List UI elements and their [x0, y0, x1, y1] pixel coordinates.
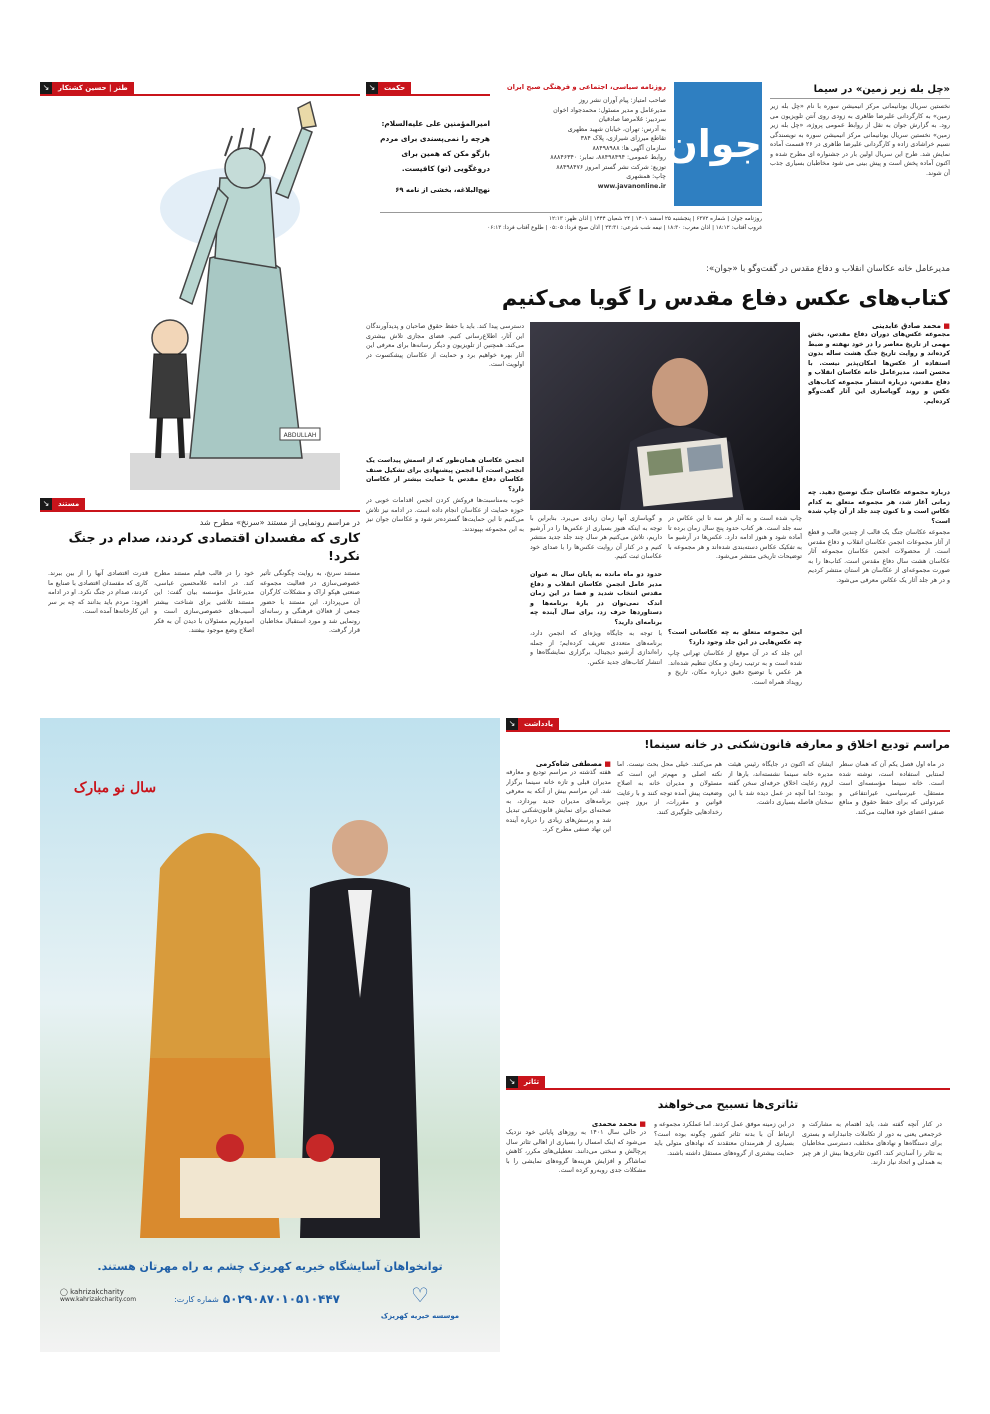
note-body-4: در ماه اول فصل یکم آن که همان سطر لمنتابی استفاده است، نوشته شده است. خانه سینما مؤسسه‌ای است مستقل، غیرسیاسی، غیرانتفاعی و غیردولتی که برای حفظ حقوق و منافع صنفی اعضای خود فعالیت می‌کند. — [839, 761, 944, 816]
charity-logo-icon: ♡ — [411, 1283, 429, 1307]
main-col-4 — [366, 322, 524, 710]
theater-headline: تئاتری‌ها تسبیح می‌خواهند — [657, 1098, 799, 1111]
cinema-box-title: «چل بله زیر زمین» در سیما — [770, 82, 950, 99]
main-article-header — [366, 262, 950, 322]
main-kicker: مدیرعامل خانه عکاسان انقلاب و دفاع مقدس در گفت‌وگو با «جوان»: — [706, 264, 950, 274]
issue-line-2: غروب آفتاب: ۱۸:۱۲ | اذان مغرب: ۱۸:۳۰ | نیمه شب شرعی: ۲۳:۳۱ | اذان صبح فردا: ۰۵:۰۵ | طلوع آفتاب فردا: ۰۶:۱۳ — [487, 225, 762, 231]
ad-slogan: توانخواهان آسایشگاه خیریه کهریزک چشم به راه مهرتان هستند. — [97, 1260, 443, 1273]
ad-logo-text: موسسه خیریه کهریزک — [380, 1312, 460, 1320]
main-byline: ■ محمد صادق عابدینی — [808, 322, 950, 330]
monograph-subhead: در مراسم رونمایی از مستند «سرنخ» مطرح شد — [199, 518, 360, 527]
ad-card-label: شماره کارت: — [174, 1294, 219, 1304]
main-lead: مجموعه عکس‌های دوران دفاع مقدس، بخش مهمی از تاریخ معاصر را در خود نهفته و ضبط کرده‌اند و روایت تاریخ جنگ هشت ساله بدون استفاده از عکس‌ها امکان‌پذیر نیست. با محسن اسد، مدیرعامل خانه عکاسان انقلاب و دفاع مقدس، درباره انتشار مجموعه کتاب‌های عکس و روند گویاسازی این آثار گفت‌وگو کرده‌ایم. — [808, 331, 950, 405]
main-body-1: مجموعه عکاسان جنگ یک قالب از چندین قالب و قطع از آثار مجموعات انجمن عکاسان انقلاب و دفاع مقدس است. از محصولات انجمن عکاسان مجموعه آثار عکاسان هشت سال دفاع مقدس است. کتاب‌ها را به صورت مجموعه‌ای از عکاسان هر استان منتشر کردیم و در هر جلد آثار یک عکاس معرفی می‌شود. — [808, 529, 950, 584]
staff-line: روابط عمومی: ۸۸۴۹۸۴۹۴، نمابر: ۸۸۸۴۶۳۴۰ — [550, 154, 666, 161]
main-headline: کتاب‌های عکس دفاع مقدس را گویا می‌کنیم — [501, 286, 950, 310]
ad-website[interactable]: www.kahrizakcharity.com — [60, 1296, 137, 1303]
note-box — [506, 718, 950, 1066]
main-body-3: این جلد که در آن موقع از عکاسان تهرانی چاپ شده است و به ترتیب زمان و مکان تنظیم شده‌اند. هر عکس با توضیح دقیق درباره مکان، تاریخ و رویداد همراه است. — [668, 650, 802, 686]
theater-kicker: ↘ تئاتر — [506, 1076, 950, 1088]
arrow-icon: ↘ — [40, 82, 52, 94]
note-body-3: ایشان که اکنون در جایگاه رئیس هیئت مدیره خانه سینما نشسته‌اند، بارها از لزوم رعایت اخلاق حرفه‌ای سخن گفته بودند؛ اما آنچه در عمل دیده شد با این سخنان فاصله بسیاری داشت. — [728, 761, 833, 806]
staff-line: توزیع: شرکت نشر گستر امروز ۸۸۴۹۸۴۷۶ — [556, 163, 666, 171]
arrow-icon: ↘ — [506, 718, 518, 730]
staff-line: سردبیر: غلامرضا صادقیان — [598, 116, 666, 123]
staff-line: سازمان آگهی ها: ۸۸۴۹۸۹۸۸ — [592, 144, 666, 152]
main-col-3 — [530, 514, 662, 710]
masthead-subtitle: روزنامه سیاسی، اجتماعی و فرهنگی صبح ایران — [506, 83, 666, 91]
main-body-7: خوب به‌مناسبت‌ها فروکش کردن انجمن اقدامات خوبی در حوزه حمایت از عکاسان انجام داده است. در ادامه نیز تلاش می‌کنیم تا این حمایت‌ها گسترده‌تر شود و عکاسان جوان نیز به این مجموعه بپیوندند. — [366, 497, 524, 533]
note-byline: ■ مصطفی شاه‌کرمی — [506, 760, 611, 768]
main-photo — [530, 322, 800, 510]
main-body-4: و گویاسازی آنها زمان زیادی می‌برد. بنابراین با توجه به اینکه هنوز بسیاری از عکس‌ها را در آرشیو داریم، تلاش می‌کنیم هر سال چند جلد جدید منتشر کنیم و در کنار آن روایت عکس‌ها را با صدای خود عکاسان ثبت کنیم. — [530, 515, 662, 560]
ad-banner: سال نو مبارک — [73, 780, 157, 796]
staff-line: صاحب امتیاز: پیام آوران نشر روز — [579, 97, 666, 104]
monograph-body-3: قدرت اقتصادی آنها را از بین ببرند. کاری که مفسدان اقتصادی با صنایع ما کردند، صدام در جنگ نکرد. او در ادامه افزود: مردم باید بدانند که چه بر سر این کارخانه‌ها آمده است. — [48, 570, 148, 615]
masthead-website[interactable]: www.javanonline.ir — [597, 182, 666, 190]
theater-box — [506, 1076, 950, 1352]
monograph-columns — [40, 569, 360, 719]
theater-body-2: در این زمینه موفق عمل کردند. اما عملکرد مجموعه و ارتباط آن با بدنه تئاتر کشور چگونه بوده است؟ بسیاری از هنرمندان معتقدند که نهادهای متولی باید حمایت بیشتری از گروه‌های مستقل داشته باشند. — [654, 1121, 794, 1157]
instagram-icon: ◯ — [60, 1288, 68, 1296]
theater-body-3: در کنار آنچه گفته شد، باید اهتمام به مشارکت و خرجمعی یعنی به دور از تکاملات جانبدارانه و بستری برای دستگاه‌ها و نهادهای مختلف، دسترسی مخاطبان به تئاتر را آسان‌تر کند. اکنون تئاتری‌ها بیش از هر چیز به همدلی و اتحاد نیاز دارند. — [802, 1121, 942, 1166]
staff-line: چاپ: همشهری — [626, 173, 666, 180]
theater-col-1 — [506, 1120, 646, 1342]
theater-body-1: در حالی سال ۱۴۰۱ به روزهای پایانی خود نزدیک می‌شود که اینک امسال را بسیاری از اهالی تئاتر سال پرچالش و سختی می‌دانند. تعطیلی‌های مکرر، کاهش تماشاگر و افزایش هزینه‌ها گروه‌های نمایشی را با مشکلات جدی روبه‌رو کرده است. — [506, 1129, 646, 1174]
hekmat-text: امیرالمؤمنین علی علیه‌السلام: هرچه را نمی‌پسندی برای مردم بازگو مکن که همین برای دروغگویی (تو) کافیست. — [380, 119, 490, 173]
note-headline: مراسم تودیع اخلاق و معارفه قانون‌شکنی در خانه سینما! — [644, 738, 950, 751]
ad-social — [60, 1288, 164, 1303]
note-kicker: ↘ یادداشت — [506, 718, 950, 730]
main-question-1: درباره مجموعه عکاسان جنگ توضیح دهید. چه زمانی آغاز شد، هر مجموعه متعلق به کدام عکاس است و تا کنون چند جلد از آن چاپ شده است؟ — [808, 489, 950, 525]
ad-illustration — [120, 798, 440, 1238]
hekmat-kicker: ↘ حکمت — [366, 82, 490, 94]
monograph-box — [40, 498, 360, 710]
staff-line: مدیرعامل و مدیر مسئول: محمدجواد اخوان — [553, 106, 666, 114]
note-body-1: هفته گذشته در مراسم تودیع و معارفه مدیران قبلی و تازه خانه سینما برگزار شد. این مراسم بیش از آنکه به معرفی برنامه‌های مدیران جدید بپردازد، به صحنه‌ای برای نمایش قانون‌شکنی تبدیل شد و پرسش‌های زیادی را درباره آینده این نهاد صنفی مطرح کرد. — [506, 769, 611, 833]
ad-card — [170, 1292, 340, 1306]
arrow-icon: ↘ — [506, 1076, 518, 1088]
cartoon-illustration — [40, 98, 360, 490]
masthead-staff — [478, 96, 666, 191]
note-columns — [506, 760, 950, 1060]
hekmat-box — [366, 82, 490, 282]
issue-line-1: روزنامه جوان | شماره ۶۳۷۲ | پنجشنبه ۲۵ اسفند ۱۴۰۱ | ۲۴ شعبان ۱۴۴۴ | اذان ظهر: ۱۲:۱۳ — [380, 212, 762, 224]
main-photo-illustration — [530, 322, 800, 510]
arrow-icon: ↘ — [40, 498, 52, 510]
main-question-4: انجمن عکاسان همان‌طور که از اسمش پیداست یک انجمن است، آیا انجمن پیشنهادی برای تشکیل صنف عکاسان دفاع مقدس یا حمایت بیشتر از عکاسان دارد؟ — [366, 457, 524, 493]
note-col-1 — [506, 760, 611, 1060]
note-body-2: هم می‌کنند. خیلی محل بحث نیست. اما نکته اصلی و مهم‌تر این است که مسئولان و مدیران خانه به اصلاح وضعیت پیش آمده توجه کنند و با رعایت قوانین و مقررات، از بروز چنین رخدادهایی جلوگیری کنند. — [617, 761, 722, 816]
cartoon-kicker: ↘ طنز | حسین کشتکار — [40, 82, 360, 94]
main-col-2 — [668, 514, 802, 710]
main-body-2: چاپ شده است و به آثار هر سه تا این عکاس در سه جلد است. هر کتاب حدود پنج سال زمان برده تا آماده شود و هنوز ادامه دارد. عکس‌ها در آرشیو ما به تفکیک عکاس دسته‌بندی شده‌اند و هر مجموعه با توضیحات تاریخی منتشر می‌شود. — [668, 515, 802, 560]
hekmat-source: نهج‌البلاغه، بخشی از نامه ۶۹ — [395, 186, 490, 194]
ad-handle[interactable]: ◯ kahrizakcharity — [60, 1288, 124, 1296]
logo: جوان — [674, 82, 762, 206]
arrow-icon: ↘ — [366, 82, 378, 94]
main-right-column — [808, 322, 950, 710]
theater-columns — [506, 1120, 950, 1342]
main-body-5: با توجه به جایگاه ویژه‌ای که انجمن دارد، برنامه‌های متعددی تعریف کرده‌ایم؛ از جمله راه‌اندازی آرشیو دیجیتال، برگزاری نمایشگاه‌ها و انتشار کتاب‌های جدید عکس. — [530, 630, 662, 666]
cinema-box — [770, 82, 950, 240]
theater-byline: ■ محمد محمدی — [506, 1120, 646, 1128]
monograph-body-1: مستند سرنخ، به روایت چگونگی تأثیر خصوصی‌سازی در فعالیت مجموعه صنعتی هپکو اراک و مشکلات کارگران آن می‌پردازد. این مستند با حضور جمعی از فعالان فرهنگی و رسانه‌ای رونمایی شد و مورد استقبال مخاطبان قرار گرفت. — [260, 570, 360, 634]
ad-logo — [350, 1278, 490, 1344]
main-body-6: دسترسی پیدا کند. باید با حفظ حقوق صاحبان و پدیدآورندگان این آثار، اطلاع‌رسانی کنیم. فضای مجازی تلاش بیشتری می‌کند. همچنین از تلویزیون و دیگر رسانه‌ها برای معرفی این آثار بهره خواهیم برد و حمایت از عکاسان پیشکسوت در اولویت است. — [366, 323, 524, 368]
cartoon-plaque: ABDULLAH — [283, 432, 317, 439]
charity-ad — [40, 718, 500, 1352]
main-question-2: این مجموعه متعلق به چه عکاسانی است؟ چه عکس‌هایی در این جلد وجود دارد؟ — [668, 629, 802, 646]
main-question-3: حدود دو ماه مانده به پایان سال به عنوان مدیر عامل انجمن عکاسان انقلاب و دفاع مقدس انتخاب شدید و فضا در این زمان اندک نمی‌توان در بارهٔ برنامه‌ها و دستاوردها حرف زد، برای سال آینده چه برنامه‌ای دارید؟ — [530, 571, 662, 626]
cartoon-box — [40, 82, 360, 492]
staff-line: تقاطع میرزای شیرازی، پلاک ۳۸۴ — [580, 135, 666, 142]
cinema-box-text: نخستین سریال یونانیمانی مرکز انیمیشن سوره با نام «چل بله زیر زمین» به کارگردانی علیرضا طاهری به زودی روی آنتن تلویزیون می رود. به گزارش جوان به نقل از روابط عمومی پروژه، «چل بله زیر زمین» نخستین سریال یونانیمانی مرکز انیمیشن سوره به نویسندگی نسیم خراشادی زاده و کارگردانی علیرضا طاهری در ۲۶ قسمت آماده نمایش شد. طرح این سریال اولین بار در جشنواره ای مطرح شده و اکنون آماده پخش است و پیش بینی می شود مخاطبان بسیاری جذب آن شوند. — [770, 103, 950, 177]
monograph-headline: کاری که مفسدان اقتصادی کردند، صدام در جنگ نکرد! — [68, 530, 360, 563]
monograph-body-2: خود را در قالب فیلم مستند مطرح کند. در ادامه غلامحسین عباسی، مدیرعامل مؤسسه بیان گفت: این مستند تلاشی برای شناخت بیشتر آسیب‌های خصوصی‌سازی است و امیدواریم مسئولان با دیدن آن به فکر اصلاح وضع موجود بیفتند. — [154, 570, 254, 634]
ad-card-number: ۵۰۲۹۰۸۷۰۱۰۵۱۰۴۴۷ — [222, 1292, 340, 1306]
staff-line: به آدرس: تهران، خیابان شهید مطهری — [567, 125, 666, 133]
monograph-kicker: ↘ مستند — [40, 498, 360, 510]
